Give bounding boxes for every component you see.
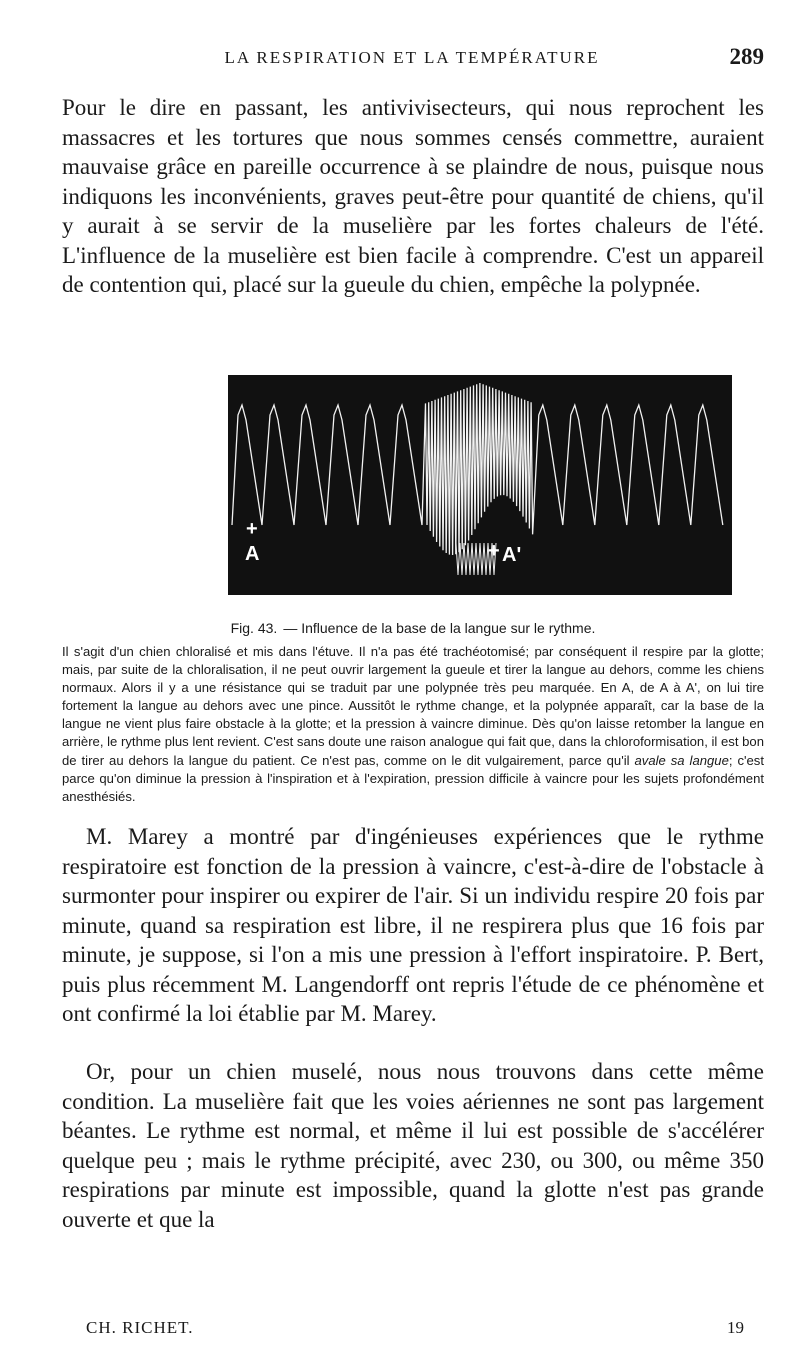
label-a: A [245, 543, 260, 565]
footer-author: CH. RICHET. [86, 1318, 194, 1337]
footer-signature: 19 [727, 1318, 744, 1337]
paragraph-2: M. Marey a montré par d'ingénieuses expériences que le rythme respiratoire est fonction de la pression à vaincre, c'est-à-dire de l'obstacle à surmonter pour inspirer ou expirer de l'air. Si un individu respire 20 fois par minute, quand sa respiration est libre, il ne respirera plus que 16 fois par minute, je suppose, si l'on a mis une pression à l'effort inspiratoire. P. Bert, puis plus récemment M. Langendorff ont repris l'étude de ce phénomène et ont confirmé la loi établie par M. Marey. [62, 824, 764, 1026]
respiration-tracing [228, 375, 732, 595]
figure-title: — Influence de la base de la langue sur le rythme. [283, 620, 596, 636]
paragraph-3: Or, pour un chien muselé, nous nous trouvons dans cette même condition. La muselière fait que les voies aériennes ne sont pas largement béantes. Le rythme est normal, et même il lui est possible de s'accélérer quelque peu ; mais le rythme précipité, avec 230, ou 300, ou même 350 respirations par minute est impossible, quand la glotte n'est pas grande ouverte et que la [62, 1059, 764, 1232]
marker-a-plus: + [246, 518, 258, 540]
caption-part-2: ; c'est parce qu'on diminue la pression à l'inspiration et à l'expiration, pression difficile à vaincre pour les sujets profondément anesthésiés. [62, 752, 764, 804]
figure-number: Fig. 43. [230, 620, 278, 636]
running-title: LA RESPIRATION ET LA TEMPÉRATURE [224, 48, 600, 67]
figure-caption-heading [62, 620, 764, 636]
respiration-tracing-figure [228, 375, 732, 595]
caption-part-1: Il s'agit d'un chien chloralisé et mis dans l'étuve. Il n'a pas été trachéotomisé; par conséquent il respire par la glotte; mais, par suite de la chloralisation, il ne peut ouvrir largement la gueule et tirer la langue au dehors, comme les chiens normaux. Alors il y a une résistance qui se traduit par une polypnée très peu marquée. En A, de A à A', on lui tire fortement la langue au dehors avec une pince. Aussitôt le rythme change, et la polypnée apparaît, car la base de la langue ne vient plus faire obstacle à la glotte; et la pression à vaincre diminue. Dès qu'on laisse retomber la langue en arrière, le rythme plus lent revient. C'est sans doute une raison analogue qui fait que, dans la chloroformisation, il est bon de tirer au dehors la langue du patient. Ce n'est pas, comme on le dit vulgairement, parce qu'il [62, 644, 764, 768]
paragraph-1: Pour le dire en passant, les antivivisecteurs, qui nous reprochent les massacres et les tortures que nous sommes censés commettre, auraient mauvaise grâce en pareille occurrence à se plaindre de nous, puisque nous indiquons les inconvénients, graves peut-être pour quantité de chiens, qu'il y aurait à se servir de la muselière par les fortes chaleurs de l'été. L'influence de la muselière est bien facile à comprendre. C'est un appareil de contention qui, placé sur la gueule du chien, empêche la polypnée. [62, 95, 764, 297]
label-a-prime: A' [502, 544, 522, 566]
running-head [60, 44, 764, 76]
figure-caption-text [62, 643, 764, 806]
marker-a-prime-plus: + [488, 540, 500, 562]
page-footer [62, 1318, 764, 1342]
caption-italic: avale sa langue [634, 752, 729, 768]
page-number: 289 [729, 44, 764, 69]
trace-stroke [232, 383, 723, 555]
